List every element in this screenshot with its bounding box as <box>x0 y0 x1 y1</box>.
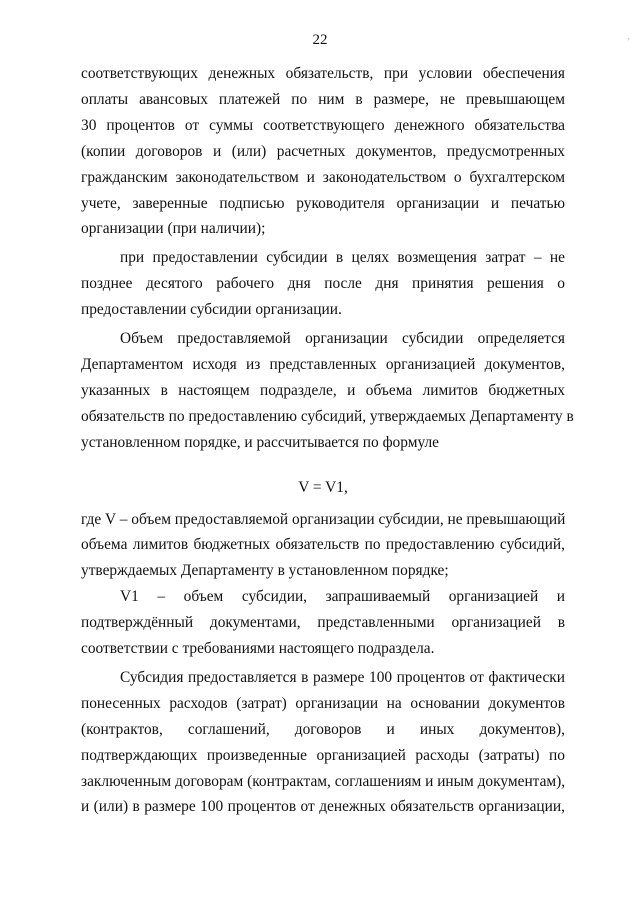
text-line: где V – объем предоставляемой организации субсидии, не превышающий <box>81 510 566 528</box>
text-line: организации (при наличии); <box>81 220 266 238</box>
text-line: Департаментом исходя из представленных организацией документов, <box>81 355 565 373</box>
paragraph-v1-definition <box>81 584 565 662</box>
text-line: при предоставлении субсидии в целях возмещения затрат – не <box>120 249 565 267</box>
text-line: гражданским законодательством и законодательством о бухгалтерском <box>81 168 565 186</box>
text-line: обязательств по предоставлению субсидий, утверждаемых Департаменту в <box>81 407 574 425</box>
text-line: объема лимитов бюджетных обязательств по предоставлению субсидий, <box>81 536 565 554</box>
text-line: 30 процентов от суммы соответствующего денежного обязательства <box>81 116 565 134</box>
text-line: подтверждающих произведенные организацией расходы (затраты) по <box>81 746 565 764</box>
text-line: (копии договоров и (или) расчетных документов, предусмотренных <box>81 142 565 160</box>
paragraph-advance-payment <box>81 61 565 242</box>
text-line: соответствующих денежных обязательств, при условии обеспечения <box>81 65 565 82</box>
text-line: V1 – объем субсидии, запрашиваемый организацией и <box>120 588 565 606</box>
text-line: позднее десятого рабочего дня после дня принятия решения о <box>81 275 565 293</box>
document-body <box>81 61 574 820</box>
text-line: понесенных расходов (затрат) организации на основании документов <box>81 694 565 712</box>
text-line: подтверждённый документами, представленными организацией в <box>81 614 565 632</box>
text-line: учете, заверенные подписью руководителя организации и печатью <box>81 194 565 212</box>
text-line: указанных в настоящем подразделе, и объема лимитов бюджетных <box>81 381 565 399</box>
text-line: заключенным договорам (контрактам, соглашениям и иным документам), <box>81 772 566 790</box>
text-line: Объем предоставляемой организации субсидии определяется <box>120 330 565 348</box>
text-line: оплаты авансовых платежей по ним в размере, не превышающем <box>81 90 565 108</box>
paragraph-formula-definitions <box>81 507 565 585</box>
text-line: установленном порядке, и рассчитывается по формуле <box>81 433 439 451</box>
text-line: утверждаемых Департаменту в установленном порядке; <box>81 562 449 580</box>
text-line: Субсидия предоставляется в размере 100 процентов от фактически <box>120 668 565 686</box>
text-line: соответствии с требованиями настоящего подраздела. <box>81 640 435 658</box>
formula: V = V1, <box>298 478 348 496</box>
paragraph-subsidy-amount <box>81 665 565 820</box>
scan-margin-mark: ʼ <box>627 37 631 48</box>
text-line: и (или) в размере 100 процентов от денежных обязательств организации, <box>81 798 565 816</box>
paragraph-subsidy-volume <box>81 326 574 456</box>
text-line: предоставлении субсидии организации. <box>81 301 342 319</box>
page-number: 22 <box>312 32 328 48</box>
paragraph-reimbursement <box>81 245 565 323</box>
text-line: (контрактов, соглашений, договоров и иных документов), <box>81 720 565 738</box>
